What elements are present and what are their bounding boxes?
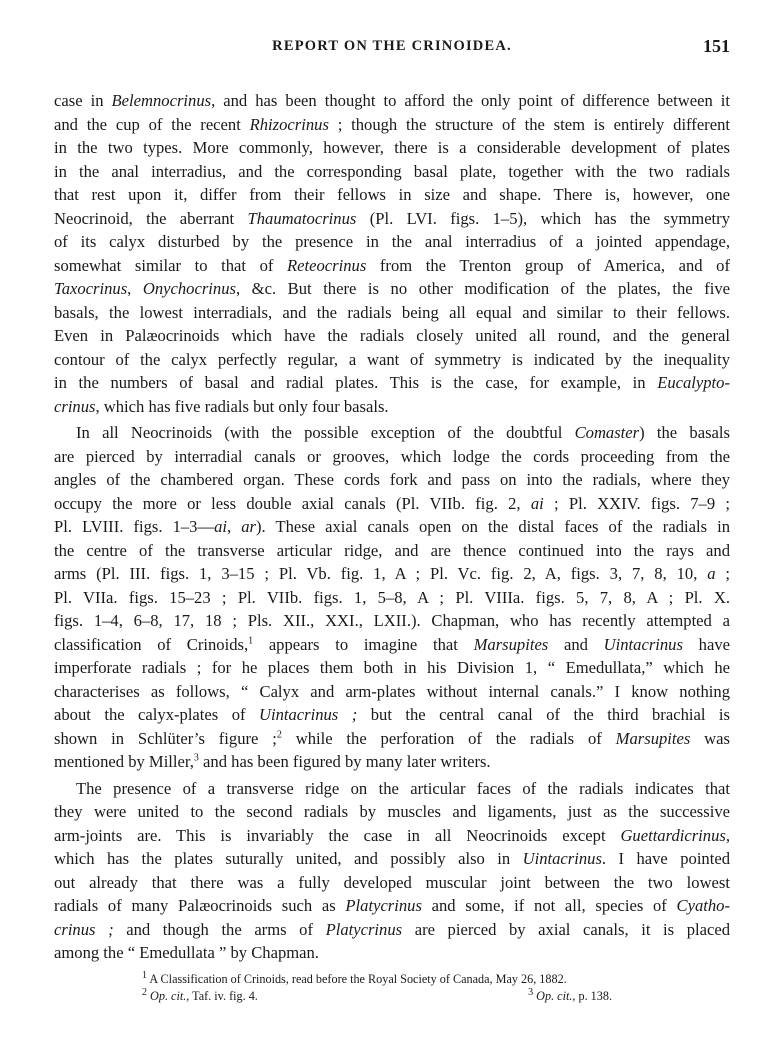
running-head bbox=[54, 36, 730, 66]
running-title: REPORT ON THE CRINOIDEA. bbox=[272, 38, 512, 54]
text-line: Even in Palæocrinoids which have the radials closely united all round, and the general bbox=[54, 326, 730, 345]
text-line: contour of the calyx perfectly regular, a want of symmetry is indicated by the inequality bbox=[54, 349, 730, 369]
text-line: shown in Schlüter’s figure ;$^2$ while the perforation of the radials of Marsupites was bbox=[54, 728, 730, 748]
page-number: 151 bbox=[703, 36, 730, 56]
text-line: Pl. VIIa. figs. 15–23 ; Pl. VIIb. figs. 1, 5–8, A ; Pl. VIIIa. figs. 5, 7, 8, A ; Pl. X. bbox=[54, 587, 730, 607]
footnote-text-2: Op. cit., Taf. iv. fig. 4. bbox=[150, 988, 258, 1003]
text-line: The presence of a transverse ridge on the articular faces of the radials indicates that bbox=[76, 778, 730, 798]
text-line: classification of Crinoids,$^1$ appears to imagine that Marsupites and Uintacrinus have bbox=[54, 634, 730, 654]
text-line: arm-joints are. This is invariably the case in all Neocrinoids except Guettardicrinus, bbox=[54, 825, 730, 845]
text-line: in the numbers of basal and radial plates. This is the case, for example, in Eucalypto- bbox=[54, 373, 730, 392]
text-line: out already that there was a fully developed muscular joint between the two lowest bbox=[54, 872, 730, 892]
text-line: the centre of the transverse articular ridge, and are thence continued into the rays and bbox=[54, 540, 730, 560]
text-line: angles of the chambered organ. These cords fork and pass on into the radials, where they bbox=[54, 470, 730, 489]
footnotes bbox=[54, 971, 730, 1005]
body-text bbox=[54, 89, 730, 965]
footnote-text-1: A Classification of Crinoids, read before the Royal Society of Canada, May 26, 1882. bbox=[149, 971, 567, 986]
text-line: are pierced by interradial canals or grooves, which lodge the cords proceeding from the bbox=[54, 446, 730, 466]
text-line: in the anal interradius, and the corresponding basal plate, together with the two radials bbox=[54, 161, 730, 181]
footnote-3 bbox=[528, 988, 612, 1005]
text-line: crinus ; and though the arms of Platycrinus are pierced by axial canals, it is placed bbox=[54, 919, 730, 939]
text-line: which has the plates suturally united, and possibly also in Uintacrinus. I have pointed bbox=[54, 849, 731, 868]
text-line: Neocrinoid, the aberrant Thaumatocrinus (Pl. LVI. figs. 1–5), which has the symmetry bbox=[54, 208, 730, 228]
text-line: figs. 1–4, 6–8, 17, 18 ; Pls. XII., XXI., LXII.). Chapman, who has recently attempted a bbox=[54, 611, 730, 630]
footnote-marker-2: 2 bbox=[142, 986, 147, 998]
footnote-2 bbox=[142, 988, 258, 1005]
text-line: imperforate radials ; for he places them both in his Division 1, “ Emedullata,” which he bbox=[54, 658, 730, 677]
footnote-text-3: Op. cit., p. 138. bbox=[536, 988, 612, 1003]
text-line: characterises as follows, “ Calyx and arm-plates without internal canals.” I know nothing bbox=[54, 681, 730, 701]
text-line: that rest upon it, differ from their fellows in size and shape. There is, however, one bbox=[54, 185, 730, 204]
footnote-1 bbox=[142, 971, 730, 988]
text-line: Taxocrinus, Onychocrinus, &c. But there is no other modification of the plates, the five bbox=[54, 279, 731, 298]
footnote-row-2-3 bbox=[142, 988, 612, 1005]
text-line: case in Belemnocrinus, and has been thought to afford the only point of difference between it bbox=[54, 91, 731, 110]
text-line: in the two types. More commonly, however, there is a considerable development of plates bbox=[54, 138, 730, 157]
text-line: they were united to the second radials by muscles and ligaments, just as the successive bbox=[54, 802, 730, 821]
paragraph-2 bbox=[54, 421, 730, 774]
text-line: Pl. LVIII. figs. 1–3—ai, ar). These axial canals open on the distal faces of the radials in bbox=[54, 517, 731, 536]
text-line: arms (Pl. III. figs. 1, 3–15 ; Pl. Vb. fig. 1, A ; Pl. Vc. fig. 2, A, figs. 3, 7, 8, 10, a ; bbox=[54, 564, 730, 583]
page bbox=[54, 36, 730, 1005]
text-line: occupy the more or less double axial canals (Pl. VIIb. fig. 2, ai ; Pl. XXIV. figs. 7–9 ; bbox=[54, 493, 731, 513]
text-line: radials of many Palæocrinoids such as Platycrinus and some, if not all, species of Cyatho- bbox=[54, 896, 730, 915]
text-line: basals, the lowest interradials, and the radials being all equal and similar to their fellows. bbox=[54, 302, 730, 322]
text-line: and the cup of the recent Rhizocrinus ; though the structure of the stem is entirely different bbox=[54, 114, 730, 134]
footnote-marker-3: 3 bbox=[528, 986, 534, 998]
text-line: somewhat similar to that of Reteocrinus from the Trenton group of America, and of bbox=[54, 255, 730, 275]
text-line: among the “ Emedullata ” by Chapman. bbox=[54, 943, 319, 962]
paragraph-3 bbox=[54, 777, 730, 965]
text-line: about the calyx-plates of Uintacrinus ; but the central canal of the third brachial is bbox=[54, 705, 730, 724]
footnote-marker-1: 1 bbox=[142, 969, 147, 981]
text-line: crinus, which has five radials but only four basals. bbox=[54, 396, 389, 416]
text-line: of its calyx disturbed by the presence in the anal interradius of a jointed appendage, bbox=[54, 232, 730, 251]
paragraph-1 bbox=[54, 89, 730, 418]
text-line: mentioned by Miller,$^3$ and has been figured by many later writers. bbox=[54, 752, 491, 771]
text-line: In all Neocrinoids (with the possible exception of the doubtful Comaster) the basals bbox=[76, 423, 730, 442]
